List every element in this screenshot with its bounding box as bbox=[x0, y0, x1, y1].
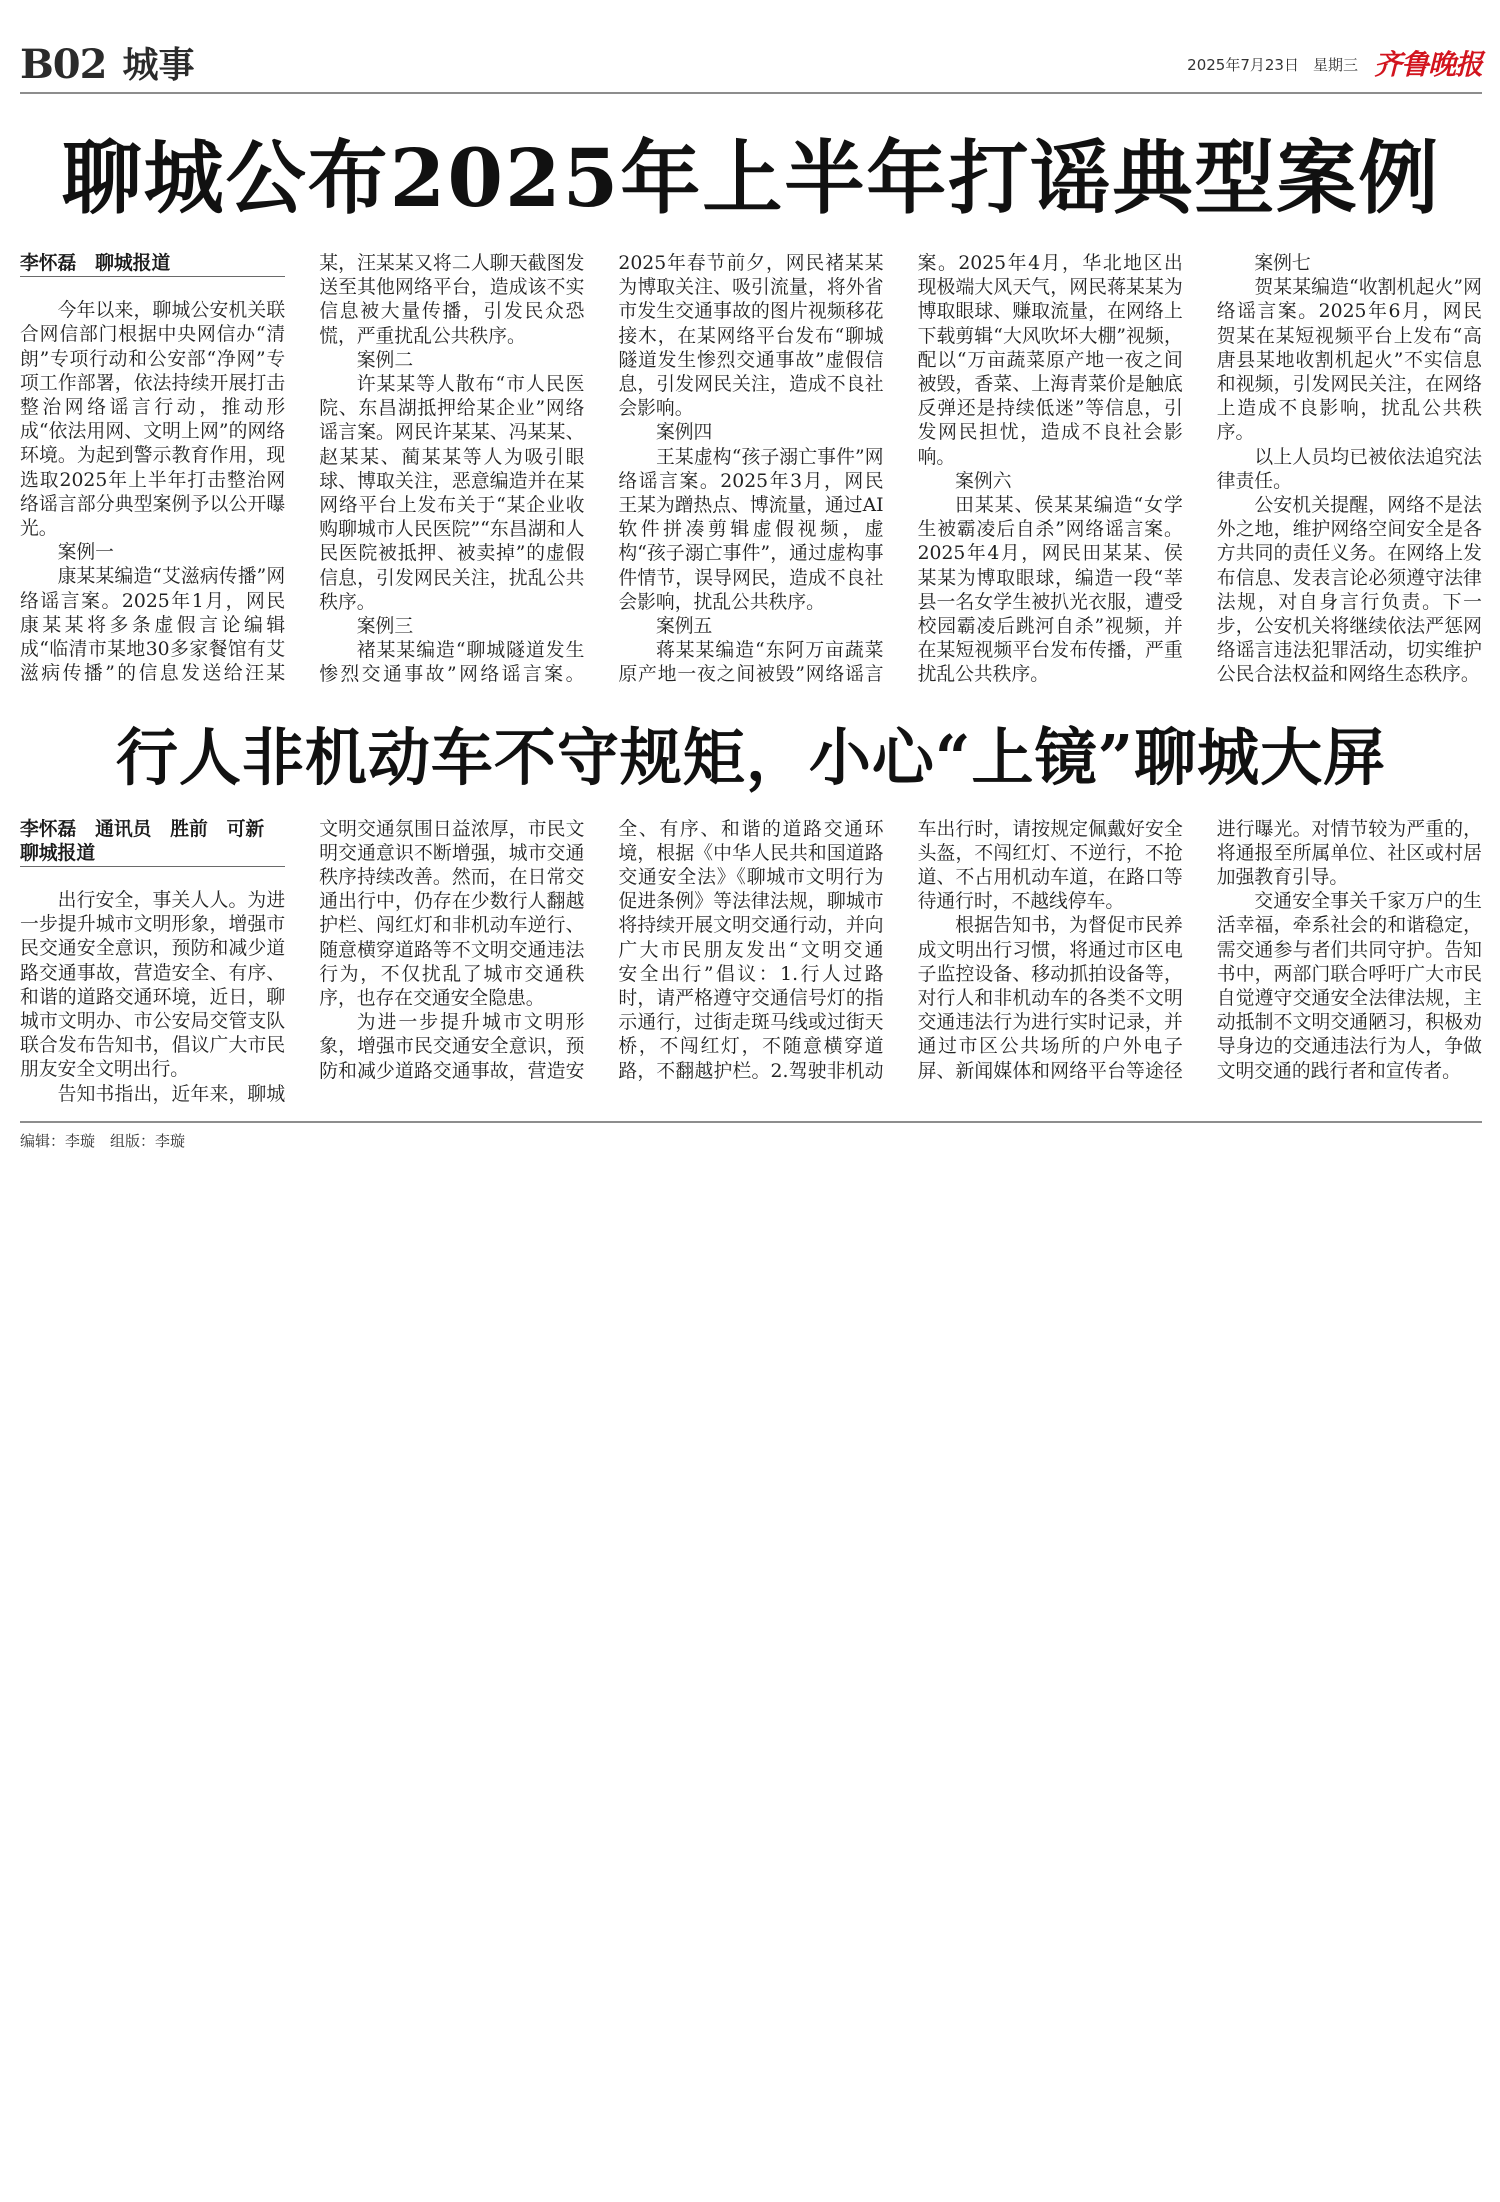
article-paragraph: 根据告知书，为督促市民养成文明出行习惯，将通过市区电子监控设备、移动抓拍设备等，对行人和非机动车的各类不文明交通违法行为进行实时记录，并通过市区公共场所的户外电子屏、新闻媒体和网络平台等途径进行曝光。对情节较为严重的，将通报至所属单位、社区或村居加强教育引导。 bbox=[917, 818, 1482, 1082]
masthead bbox=[20, 0, 1482, 94]
case-label: 案例一 bbox=[57, 542, 114, 564]
article-paragraph: 田某某、侯某某编造“女学生被霸凌后自杀”网络谣言案。2025年4月，网民田某某、侯某某为博取眼球，编造一段“莘县一名女学生被扒光衣服，遭受校园霸凌后跳河自杀”视频，并在某短视频平台发布传播，严重扰乱公共秩序。 bbox=[917, 495, 1183, 686]
article-paragraph: 贺某某编造“收割机起火”网络谣言案。2025年6月，网民贺某在某短视频平台上发布“高唐县某地收割机起火”不实信息和视频，引发网民关注，在网络上造成不良影响，扰乱公共秩序。 bbox=[1216, 277, 1482, 444]
case-label: 案例七 bbox=[1254, 253, 1311, 274]
article-paragraph: 以上人员均已被依法追究法律责任。 bbox=[1216, 446, 1482, 492]
byline-line: 聊城报道 bbox=[20, 842, 96, 864]
article-traffic-civility bbox=[20, 718, 1482, 1107]
byline bbox=[20, 818, 285, 867]
masthead-row bbox=[20, 40, 1482, 90]
page-code: B02 bbox=[20, 41, 107, 88]
issue-date: 2025年7月23日 bbox=[1187, 56, 1299, 74]
article-paragraph: 康某某编造“艾滋病传播”网络谣言案。2025年1月，网民康某某将多条虚假言论编辑成“临清市某地30多家餐馆有艾滋病传播”的信息发送给汪某某，汪某某又将二人聊天截图发送至其他网络平台，造成该不实信息被大量传播，引发民众恐慌，严重扰乱公共秩序。 bbox=[20, 253, 585, 685]
case-label: 案例二 bbox=[356, 349, 414, 371]
case-label: 案例六 bbox=[955, 470, 1012, 492]
article-paragraph: 褚某某编造“聊城隧道发生惨烈交通事故”网络谣言案。2025年春节前夕，网民褚某某为博取关注、吸引流量，将外省市发生交通事故的图片视频移花接木，在某网络平台发布“聊城隧道发生惨烈交通事故”虚假信息，引发网民关注，造成不良社会影响。 bbox=[319, 253, 884, 686]
headline: 行人非机动车不守规矩，小心“上镜”聊城大屏 bbox=[115, 720, 1387, 794]
issue-info bbox=[1187, 47, 1482, 83]
headline: 聊城公布2025年上半年打谣典型案例 bbox=[61, 131, 1441, 225]
article-paragraph: 告知书指出，近年来，聊城文明交通氛围日益浓厚，市民文明交通意识不断增强，城市交通秩序持续改善。然而，在日常交通出行中，仍存在少数行人翻越护栏、闯红灯和非机动车逆行、随意横穿道路等不文明交通违法行为，不仅扰乱了城市交通秩序，也存在交通安全隐患。 bbox=[57, 818, 585, 1105]
section-title: 城事 bbox=[122, 44, 195, 86]
article-paragraph: 交通安全事关千家万户的生活幸福，牵系社会的和谐稳定，需交通参与者们共同守护。告知书中，两部门联合呼吁广大市民自觉遵守交通安全法律法规，主动抵制不文明交通陋习，积极劝导身边的交通违法行为人，争做文明交通的践行者和宣传者。 bbox=[1216, 891, 1482, 1082]
byline bbox=[20, 252, 285, 277]
article-paragraph: 公安机关提醒，网络不是法外之地，维护网络空间安全是各方共同的责任义务。在网络上发布信息、发表言论必须遵守法律法规，对自身言行负责。下一步，公安机关将继续依法严惩网络谣言违法犯罪活动，切实维护公民合法权益和网络生态秩序。 bbox=[1216, 495, 1482, 686]
article-rumor-cases bbox=[20, 128, 1482, 688]
case-label: 案例四 bbox=[655, 422, 713, 444]
editor-credits: 编辑：李璇 组版：李璇 bbox=[20, 1131, 186, 1150]
case-label: 案例三 bbox=[356, 616, 414, 638]
case-label: 案例五 bbox=[655, 616, 713, 638]
article-body bbox=[20, 818, 1482, 1107]
article-body bbox=[20, 252, 1482, 688]
article-paragraph: 为进一步提升城市文明形象，增强市民交通安全意识，预防和减少道路交通事故，营造安全、有序、和谐的道路交通环境，根据《中华人民共和国道路交通安全法》《聊城市文明行为促进条例》等法律法规，聊城市将持续开展文明交通行动，并向广大市民朋友发出“文明交通 安全出行”倡议：1.行人过路时，请严格遵守交通信号灯的指示通行，过街走斑马线或过街天桥，不闯红灯，不随意横穿道路，不翻越护栏。2.驾驶非机动车出行时，请按规定佩戴好安全头盔，不闯红灯、不逆行，不抢道、不占用机动车道，在路口等待通行时，不越线停车。 bbox=[319, 818, 1183, 1082]
article-paragraph: 王某虚构“孩子溺亡事件”网络谣言案。2025年3月，网民王某为蹭热点、博流量，通过AI软件拼凑剪辑虚假视频，虚构“孩子溺亡事件”，通过虚构事件情节，误导网民，造成不良社会影响，扰乱公共秩序。 bbox=[618, 446, 884, 613]
page-section-label bbox=[20, 40, 195, 90]
byline-line: 李怀磊 聊城报道 bbox=[20, 253, 171, 274]
newspaper-logo: 齐鲁晚报 bbox=[1373, 48, 1482, 81]
article-paragraph: 今年以来，聊城公安机关联合网信部门根据中央网信办“清朗”专项行动和公安部“净网”专项工作部署，依法持续开展打击整治网络谣言行动，推动形成“依法用网、文明上网”的网络环境。为起到警示教育作用，现选取2025年上半年打击整治网络谣言部分典型案例予以公开曝光。 bbox=[20, 300, 286, 540]
byline-line: 李怀磊 通讯员 胜前 可新 bbox=[20, 818, 265, 840]
article-paragraph: 出行安全，事关人人。为进一步提升城市文明形象，增强市民交通安全意识，预防和减少道路交通事故，营造安全、有序、和谐的道路交通环境，近日，聊城市文明办、市公安局交管支队联合发布告知书，倡议广大市民朋友安全文明出行。 bbox=[20, 890, 286, 1081]
article-paragraph: 许某某等人散布“市人民医院、东昌湖抵押给某企业”网络谣言案。网民许某某、冯某某、赵某某、蔺某某等人为吸引眼球、博取关注，恶意编造并在某网络平台上发布关于“某企业收购聊城市人民医院”“东昌湖和人民医院被抵押、被卖掉”的虚假信息，引发网民关注，扰乱公共秩序。 bbox=[319, 374, 585, 613]
article-paragraph: 蒋某某编造“东阿万亩蔬菜原产地一夜之间被毁”网络谣言案。2025年4月，华北地区出现极端大风天气，网民蒋某某为博取眼球、赚取流量，在网络上下载剪辑“大风吹坏大棚”视频，配以“万亩蔬菜原产地一夜之间被毁，香菜、上海青菜价是触底反弹还是持续低迷”等信息，引发网民担忧，造成不良社会影响。 bbox=[618, 253, 1183, 686]
issue-weekday: 星期三 bbox=[1312, 56, 1358, 74]
footer-credits bbox=[20, 1121, 1482, 1151]
